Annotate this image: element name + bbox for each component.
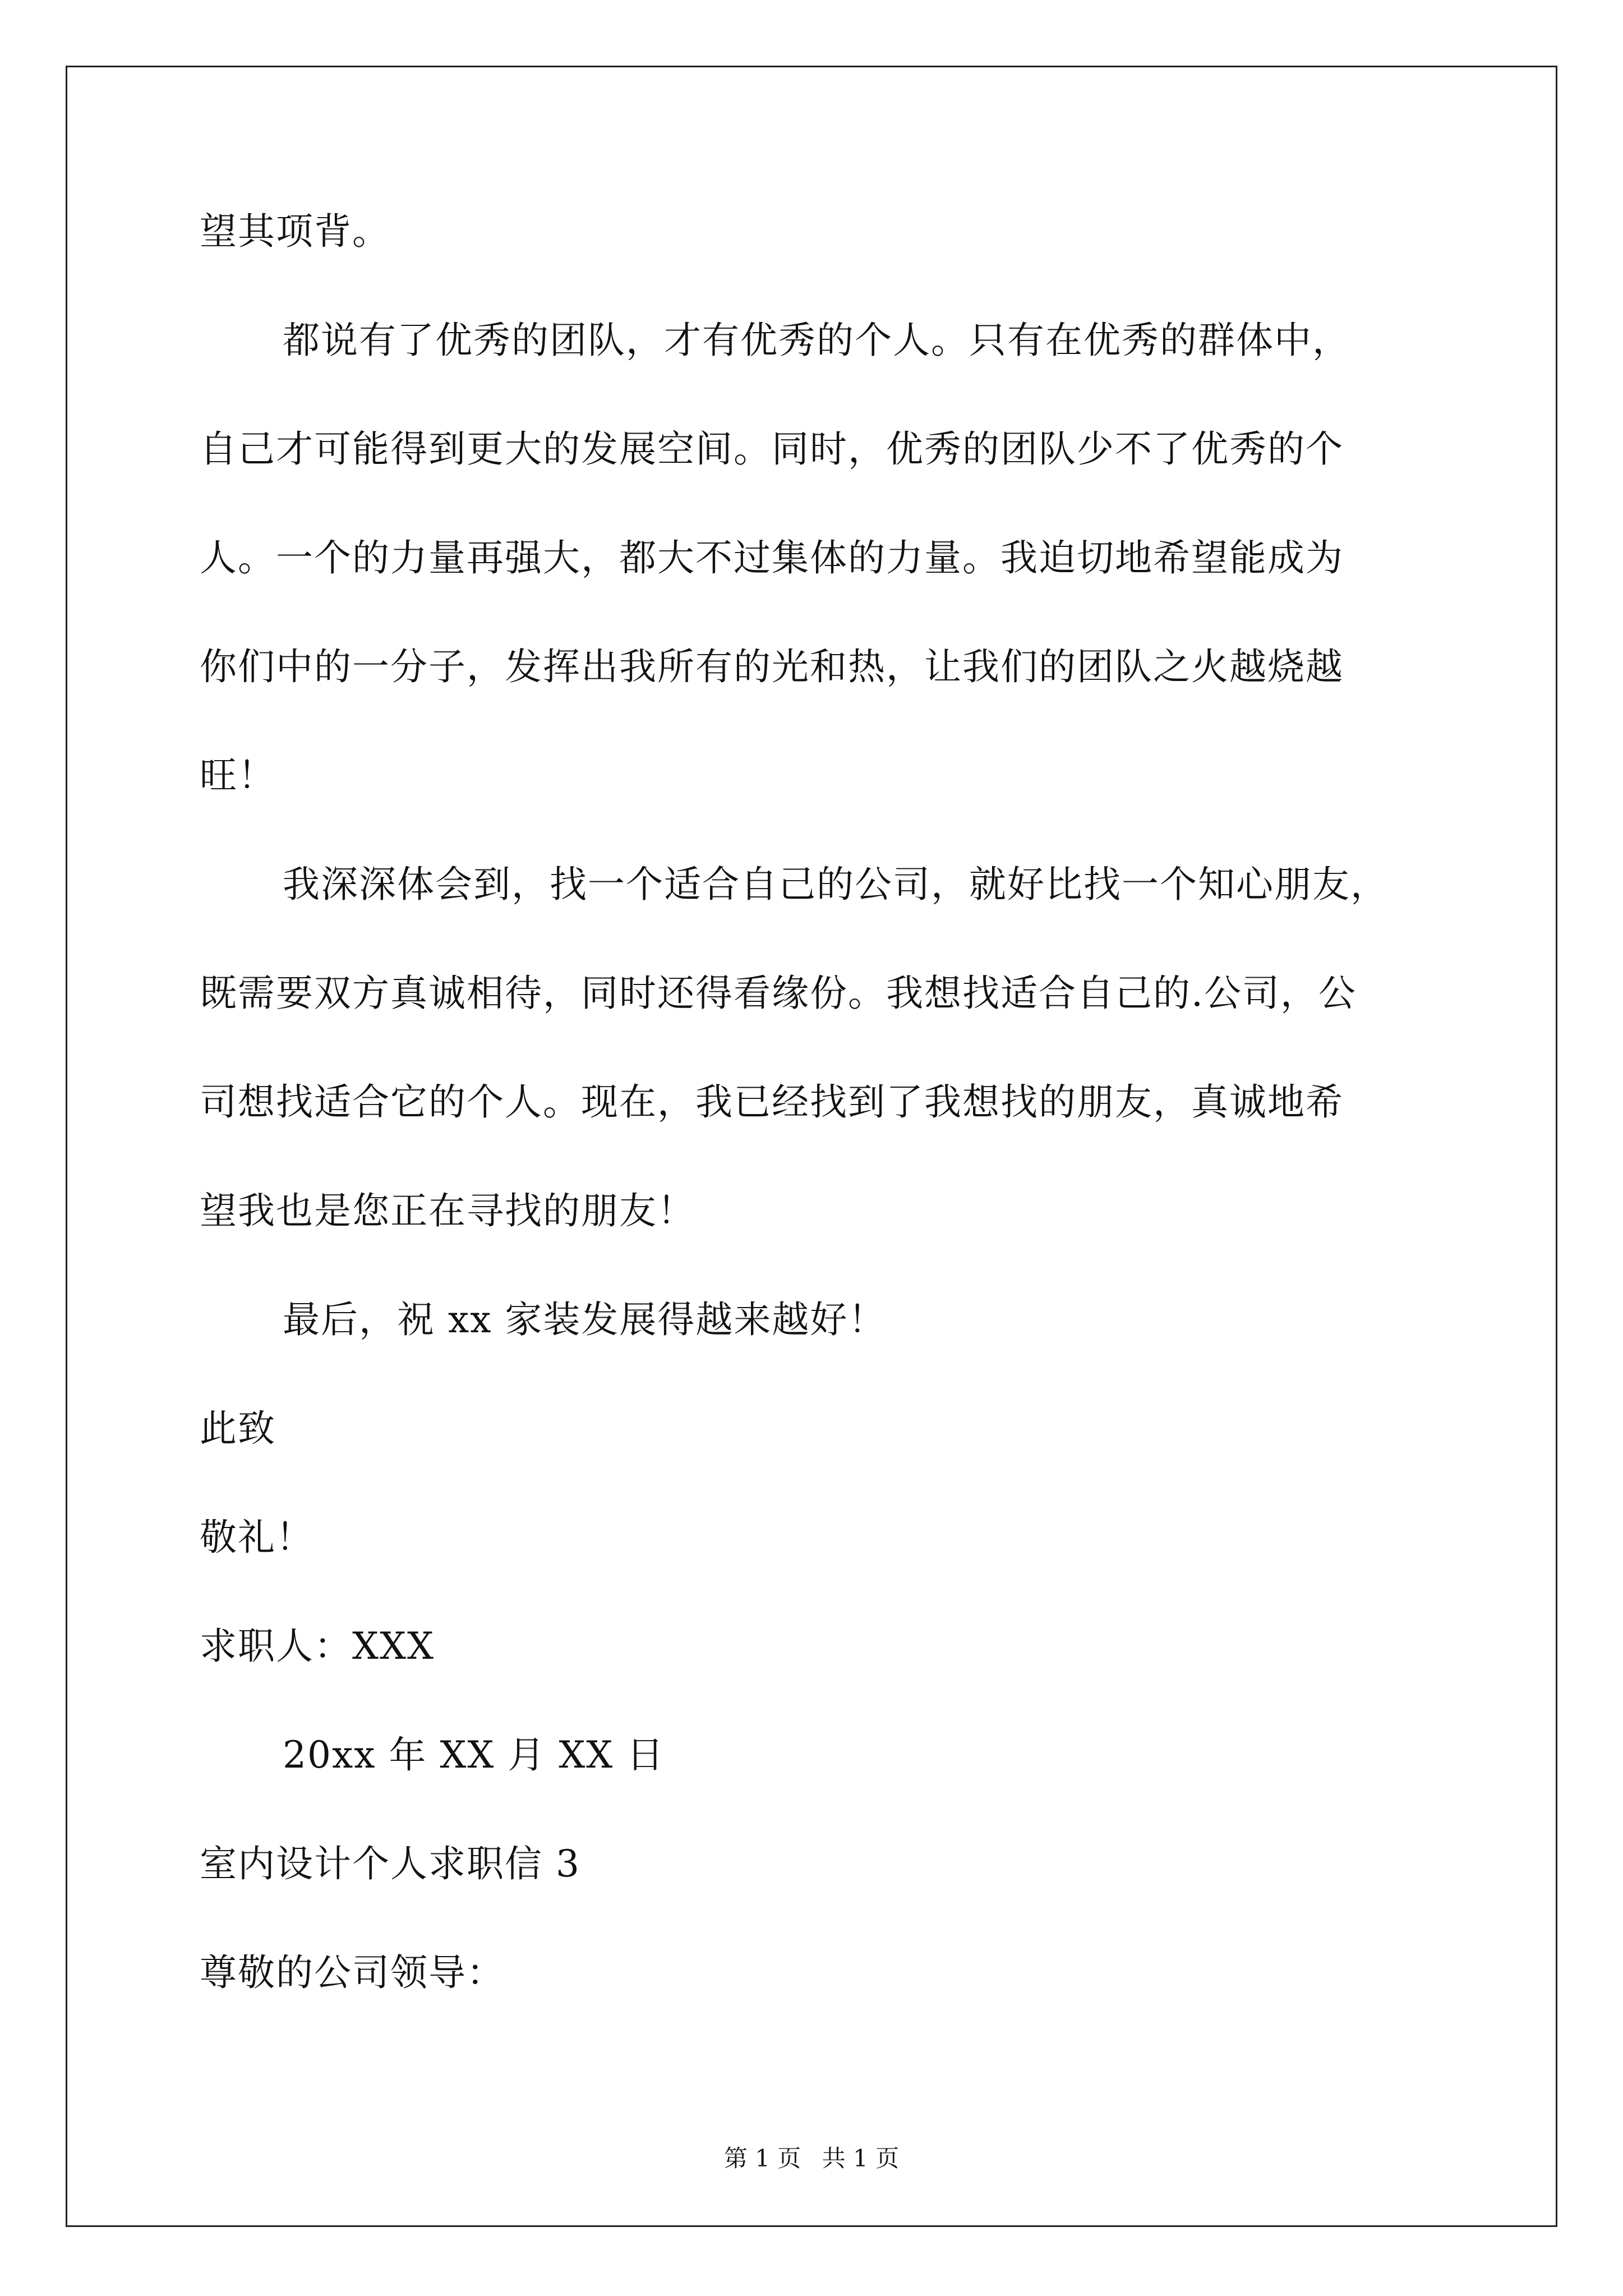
text-line: 人。一个的力量再强大，都大不过集体的力量。我迫切地希望能成为 — [200, 536, 1344, 579]
page-total: 共 1 页 — [822, 2145, 900, 2172]
section-title: 室内设计个人求职信 3 — [200, 1842, 580, 1885]
page-border — [66, 66, 1557, 2227]
page-number: 第 1 页 — [723, 2145, 801, 2172]
text-line: 都说有了优秀的团队，才有优秀的个人。只有在优秀的群体中， — [283, 319, 1350, 362]
page-footer — [0, 2140, 1623, 2174]
text-line: 司想找适合它的个人。现在，我已经找到了我想找的朋友，真诚地希 — [200, 1080, 1344, 1124]
text-line: 望其项背。 — [200, 210, 390, 253]
closing-regards: 敬礼！ — [200, 1516, 314, 1559]
text-line: 旺！ — [200, 754, 276, 797]
text-line: 自己才可能得到更大的发展空间。同时，优秀的团队少不了优秀的个 — [200, 427, 1344, 471]
greeting: 尊敬的公司领导： — [200, 1951, 505, 1994]
applicant-signature: 求职人：XXX — [200, 1625, 435, 1668]
text-line: 既需要双方真诚相待，同时还得看缘份。我想找适合自己的.公司，公 — [200, 972, 1357, 1015]
text-line: 最后，祝 xx 家装发展得越来越好！ — [283, 1298, 887, 1341]
letter-date: 20xx 年 XX 月 XX 日 — [283, 1733, 665, 1777]
text-line: 望我也是您正在寻找的朋友！ — [200, 1189, 695, 1232]
text-line: 你们中的一分子，发挥出我所有的光和热，让我们的团队之火越烧越 — [200, 645, 1344, 688]
closing-salutation: 此致 — [200, 1407, 276, 1450]
text-line: 我深深体会到，找一个适合自己的公司，就好比找一个知心朋友， — [283, 863, 1389, 906]
